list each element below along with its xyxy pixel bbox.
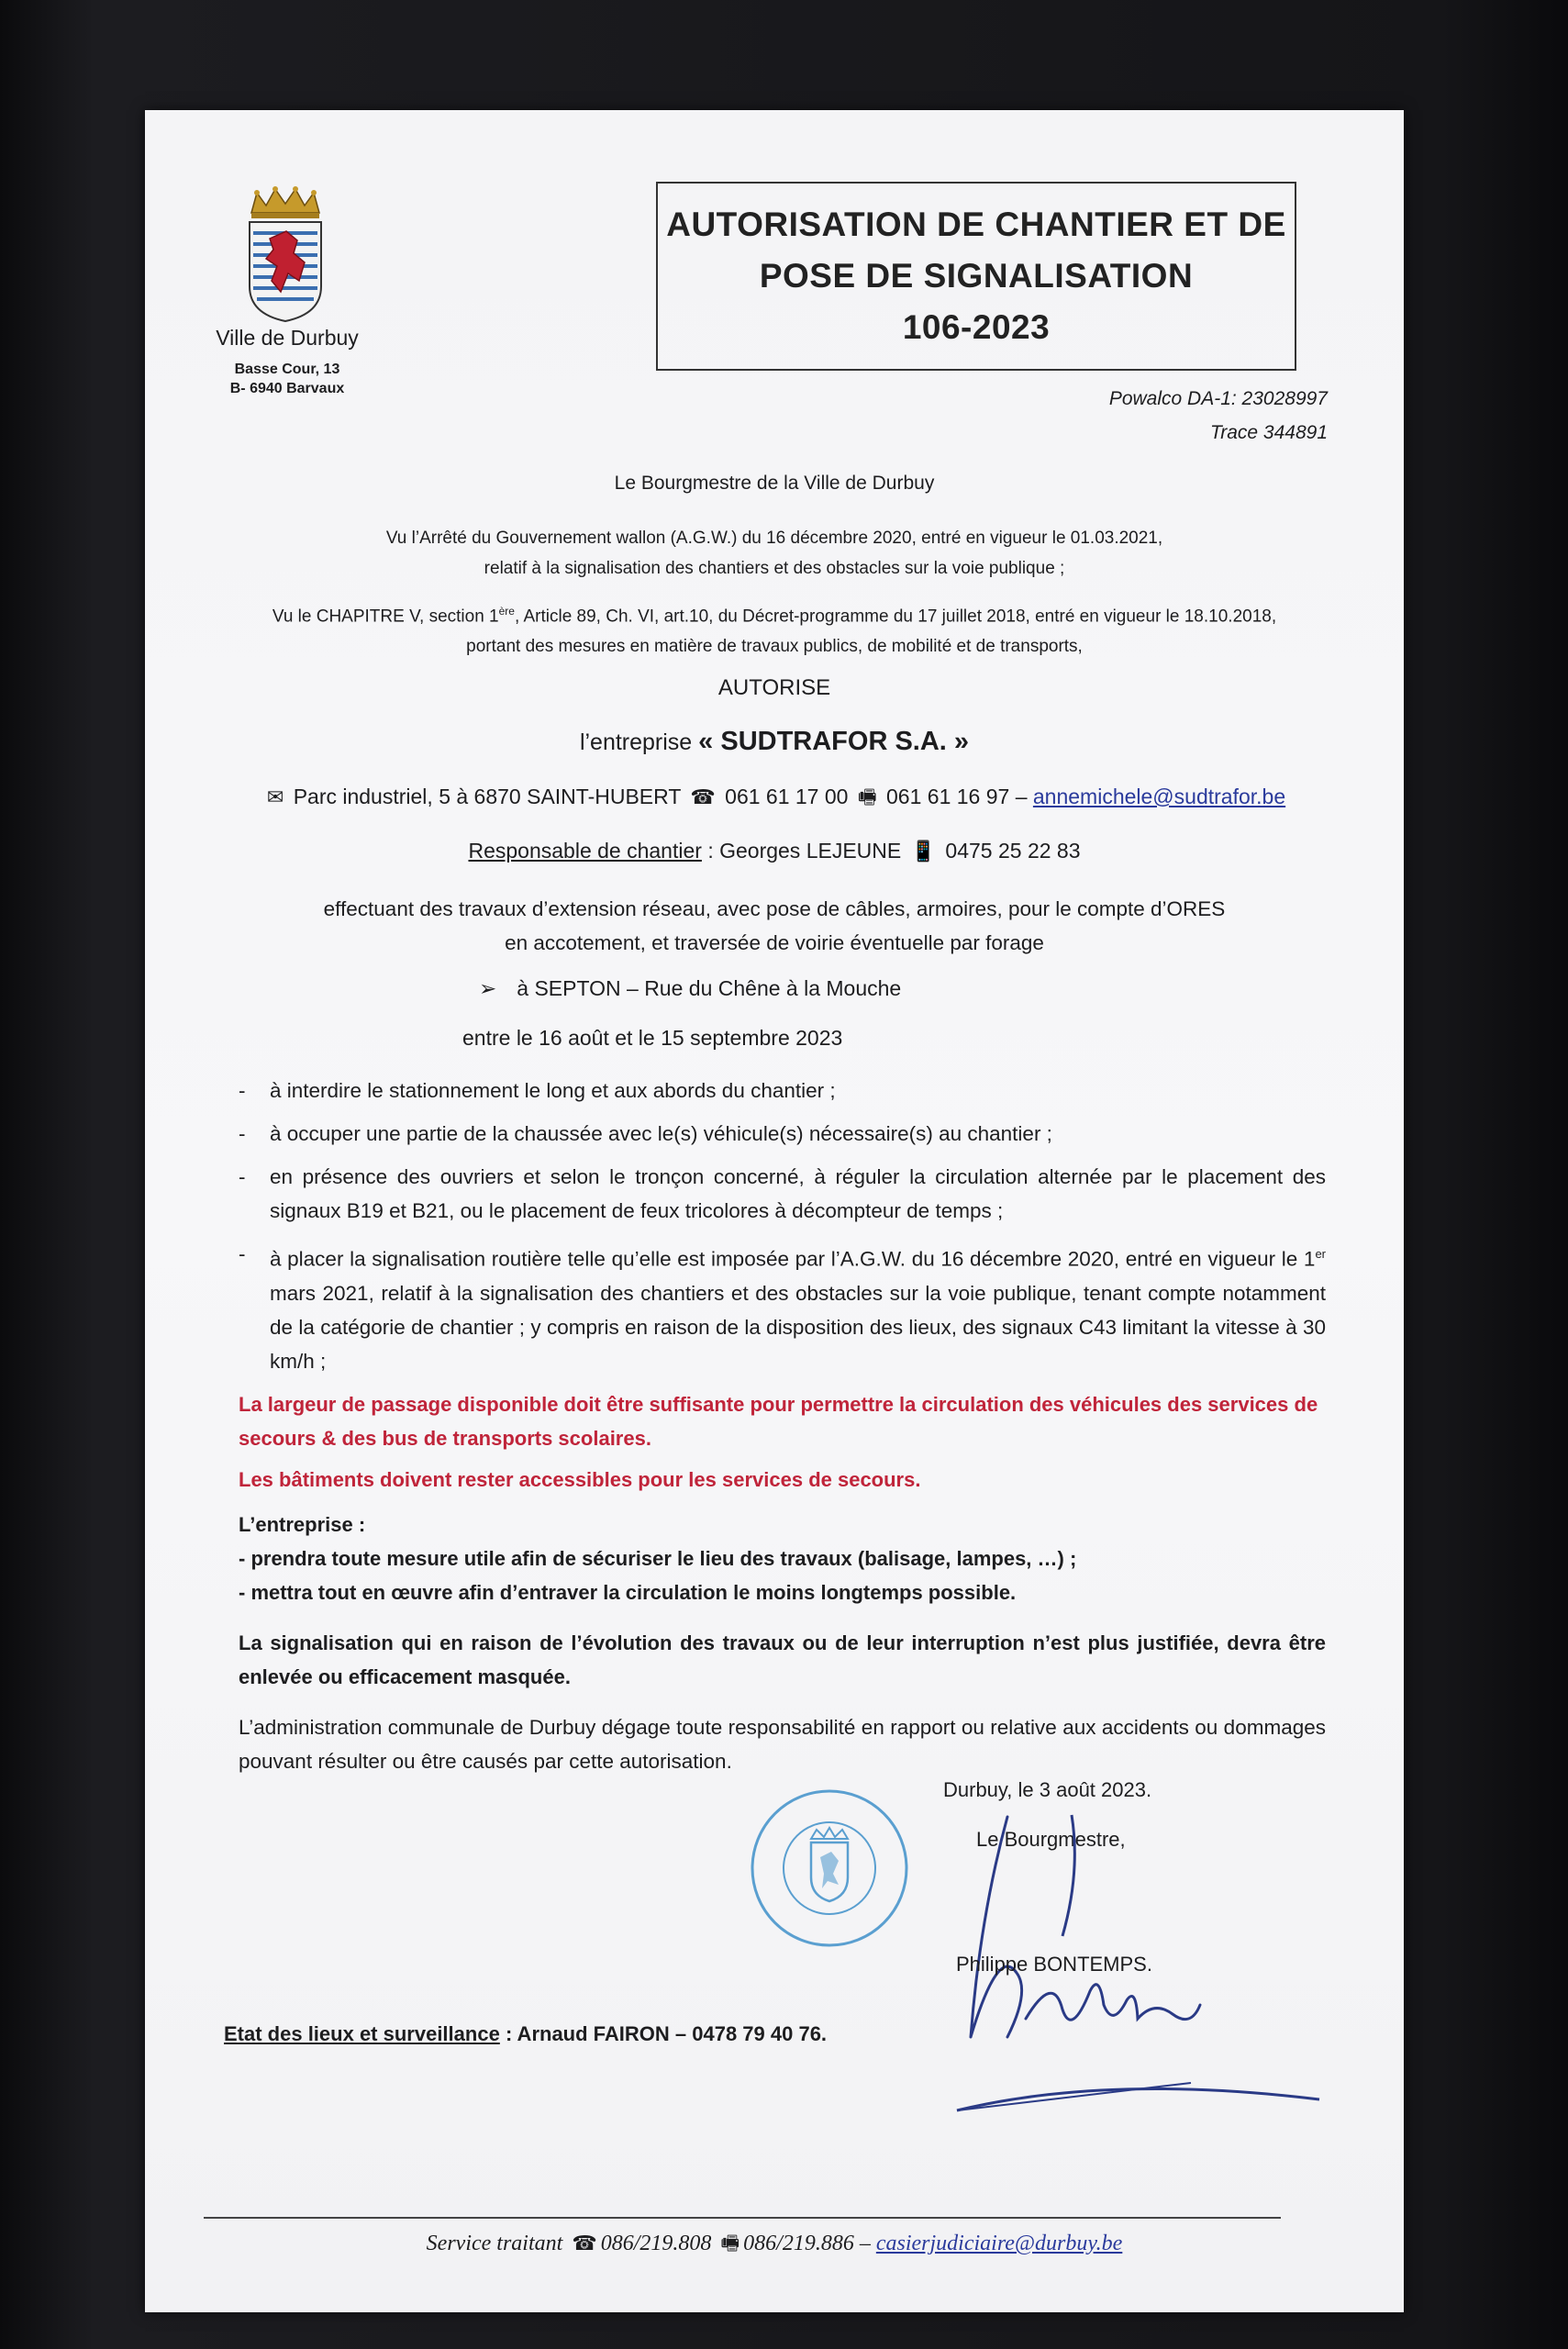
- fax-icon: 🖷: [857, 785, 877, 808]
- works-location: ➢ à SEPTON – Rue du Chêne à la Mouche: [479, 976, 902, 1000]
- footer-email-link[interactable]: casierjudiciaire@durbuy.be: [875, 2232, 1123, 2255]
- phone-icon: ☎: [690, 785, 716, 808]
- works-description: effectuant des travaux d’extension réseau, avec pose de câbles, armoires, pour le compte d’ORES en accotement, et traversée de voirie éventuelle par forage: [323, 897, 1226, 954]
- site-manager-line: Responsable de chantier : Georges LEJEUNE 📱 0475 25 22 83: [468, 839, 1081, 863]
- title-line-3: 106-2023: [902, 308, 1051, 346]
- powalco-reference: Powalco DA-1: 23028997: [1108, 388, 1328, 409]
- company-contact-line: ✉ Parc industriel, 5 à 6870 SAINT-HUBERT ☎ 061 61 17 00 🖷 061 61 16 97 – annemichele@sudtrafor.be: [145, 782, 1404, 817]
- measures-list: [239, 1074, 1326, 1778]
- list-item: - en présence des ouvriers et selon le tronçon concerné, à réguler la circulation alternée par le placement des signaux B19 et B21, ou le placement de feux tricolores à décompteur de temps ;: [239, 1165, 1326, 1222]
- durbuy-crest-logo: [244, 185, 327, 323]
- list-item: - à interdire le stationnement le long et aux abords du chantier ;: [239, 1079, 836, 1102]
- surveillance-line: Etat des lieux et surveillance : Arnaud FAIRON – 0478 79 40 76.: [224, 2022, 828, 2045]
- company-email-link[interactable]: annemichele@sudtrafor.be: [1032, 785, 1286, 808]
- red-notice-access-width: La largeur de passage disponible doit être suffisante pour permettre la circulation des véhicules des services de secours & des bus de transports scolaires.: [239, 1392, 1318, 1450]
- obligations-label: L’entreprise :: [239, 1512, 366, 1536]
- list-item: - à placer la signalisation routière telle qu’elle est imposée par l’A.G.W. du 16 décembre 2020, entré en vigueur le 1er mars 2021, relatif à la signalisation des chantiers et des obstacles sur la voie publique, tenant compte notamment de la catégorie de chantier ; y compris en raison de la disposition des lieux, des signaux C43 limitant la vitesse à 30 km/h ;: [239, 1242, 1326, 1373]
- disclaimer: L’administration communale de Durbuy dégage toute responsabilité en rapport ou relative aux accidents ou dommages pouvant résulter ou être causés par cette autorisation.: [239, 1715, 1326, 1773]
- mobile-phone-icon: 📱: [910, 840, 937, 863]
- legal-basis-2: Vu le CHAPITRE V, section 1ère, Article 89, Ch. VI, art.10, du Décret-programme du 17 juillet 2018, entré en vigueur le 18.10.2018, portant des mesures en matière de travaux publics, de mobilité et de transports,: [272, 605, 1277, 657]
- place-date: Durbuy, le 3 août 2023.: [943, 1778, 1152, 1801]
- official-stamp: [747, 1786, 912, 1955]
- issuer-line: Le Bourgmestre de la Ville de Durbuy: [614, 473, 935, 494]
- document-title-box: [656, 182, 1296, 371]
- fax-icon: 🖷: [720, 2232, 740, 2254]
- company-line: l’entreprise « SUDTRAFOR S.A. »: [579, 727, 970, 756]
- title-line-2: POSE DE SIGNALISATION: [759, 257, 1194, 295]
- signatory-name: Philippe BONTEMPS.: [956, 1953, 1152, 1976]
- list-item: - à occuper une partie de la chaussée avec le(s) véhicule(s) nécessaire(s) au chantier ;: [239, 1122, 1052, 1145]
- town-address: Basse Cour, 13 B- 6940 Barvaux: [229, 362, 345, 396]
- obligation-item: - mettra tout en œuvre afin d’entraver la circulation le moins longtemps possible.: [239, 1580, 1017, 1604]
- document-page: [145, 110, 1404, 2312]
- legal-basis-1: Vu l’Arrêté du Gouvernement wallon (A.G.W.) du 16 décembre 2020, entré en vigueur le 01.03.2021, relatif à la signalisation des chantiers et des obstacles sur la voie publique ;: [385, 529, 1163, 578]
- trace-reference: Trace 344891: [1209, 422, 1328, 443]
- title-line-1: AUTORISATION DE CHANTIER ET DE: [666, 206, 1286, 243]
- autorise-heading: AUTORISE: [717, 675, 831, 700]
- works-period: entre le 16 août et le 15 septembre 2023: [462, 1026, 843, 1050]
- signatory-role: Le Bourgmestre,: [976, 1828, 1126, 1851]
- letter-icon: ✉: [266, 785, 284, 808]
- company-name: « SUDTRAFOR S.A. »: [698, 727, 970, 756]
- obligation-item: - prendra toute mesure utile afin de sécuriser le lieu des travaux (balisage, lampes, …) ;: [239, 1546, 1077, 1570]
- town-caption: Ville de Durbuy: [216, 326, 359, 350]
- footer-contact: Service traitant ☎ 086/219.808 🖷 086/219.886 – casierjudiciaire@durbuy.be: [145, 2228, 1404, 2263]
- signalisation-note: La signalisation qui en raison de l’évolution des travaux ou de leur interruption n’est plus justifiée, devra être enlevée ou efficacement masquée.: [239, 1631, 1326, 1688]
- phone-icon: ☎: [572, 2232, 597, 2254]
- arrow-bullet-icon: ➢: [479, 976, 497, 1000]
- red-notice-buildings: Les bâtiments doivent rester accessibles pour les services de secours.: [239, 1467, 921, 1491]
- footer-separator: [204, 2217, 1281, 2219]
